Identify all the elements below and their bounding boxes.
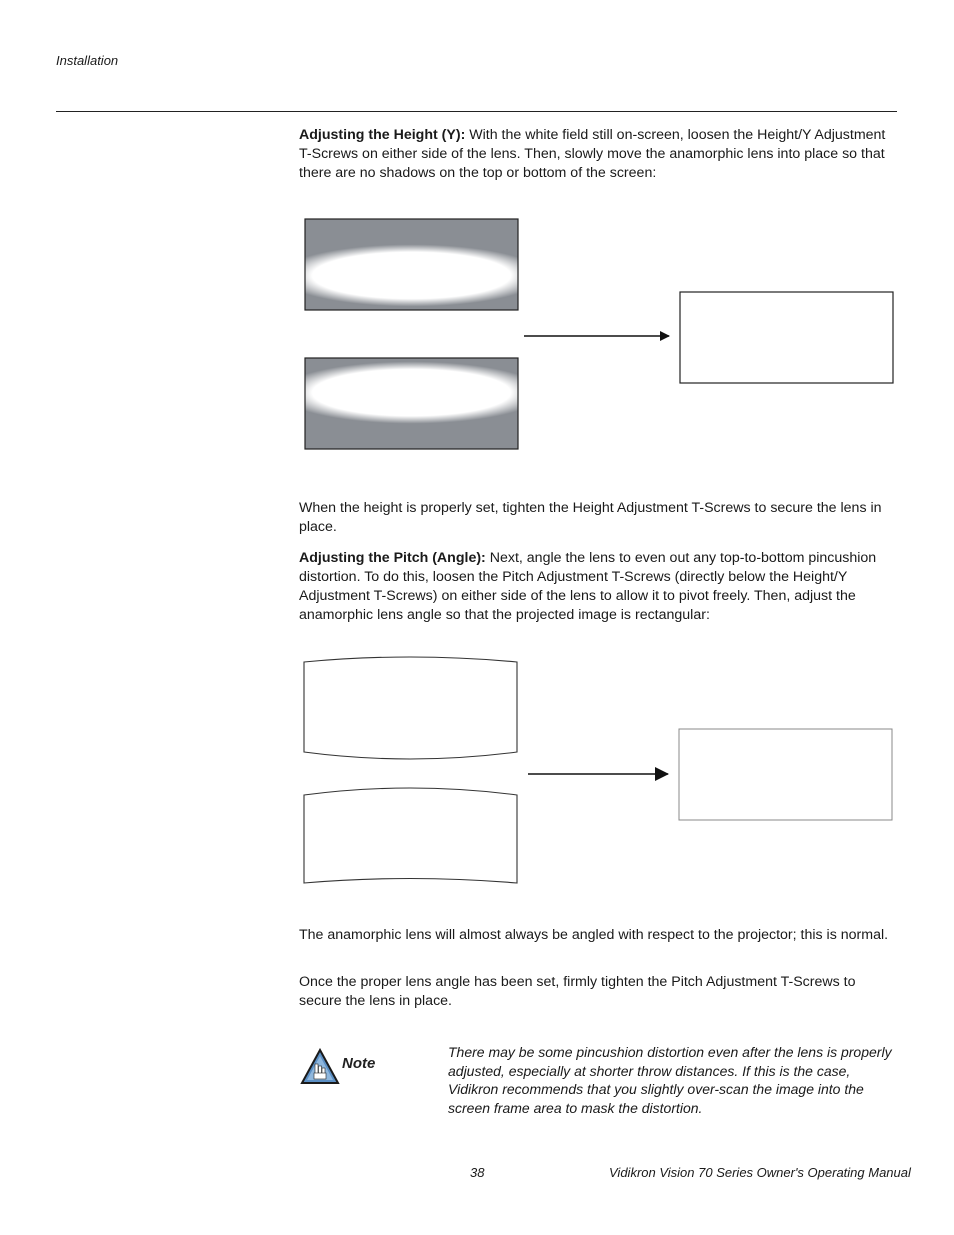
height-paragraph	[299, 126, 899, 183]
rectangular-screen	[679, 729, 892, 820]
corrected-screen	[680, 292, 893, 383]
pitch-note-paragraph: The anamorphic lens will almost always be angled with respect to the projector; this is normal.	[299, 927, 889, 943]
shadow-top-screen	[305, 219, 518, 310]
note-hand-icon	[300, 1048, 340, 1086]
page-number: 38	[470, 1165, 485, 1180]
note-label: Note	[342, 1055, 376, 1072]
pincushion-bottom-screen	[304, 788, 517, 883]
height-adjustment-figure	[300, 214, 900, 454]
pitch-heading: Adjusting the Pitch (Angle):	[299, 550, 486, 566]
note-text: There may be some pincushion distortion even after the lens is properly adjusted, especially at shorter throw distances. If this is the case, Vidikron recommends that you slightly over-scan the image into the screen frame area to mask the distortion.	[448, 1044, 892, 1117]
running-header: Installation	[56, 53, 119, 68]
height-text: With the white field still on-screen, loosen the Height/Y Adjustment T-Screws on either side of the lens. Then, slowly move the anamorphic lens into place so that there are no shadows on the top or bottom of the screen:	[299, 127, 886, 181]
header-rule	[56, 111, 897, 112]
height-heading: Adjusting the Height (Y):	[299, 127, 466, 143]
pitch-result-paragraph: Once the proper lens angle has been set, firmly tighten the Pitch Adjustment T-Screws to secure the lens in place.	[299, 974, 856, 1009]
pincushion-top-screen	[304, 657, 517, 759]
pitch-paragraph	[299, 549, 899, 625]
pitch-text: Next, angle the lens to even out any top-to-bottom pincushion distortion. To do this, loosen the Pitch Adjustment T-Screws (directly below the Height/Y Adjustment T-Screws) on either side of the lens to allow it to pivot freely. Then, adjust the anamorphic lens angle so that the projected image is rectangular:	[299, 550, 877, 623]
shadow-bottom-screen	[305, 358, 518, 449]
manual-title: Vidikron Vision 70 Series Owner's Operating Manual	[609, 1165, 911, 1180]
pitch-adjustment-figure	[300, 656, 900, 890]
height-result-paragraph: When the height is properly set, tighten the Height Adjustment T-Screws to secure the lens in place.	[299, 500, 882, 535]
